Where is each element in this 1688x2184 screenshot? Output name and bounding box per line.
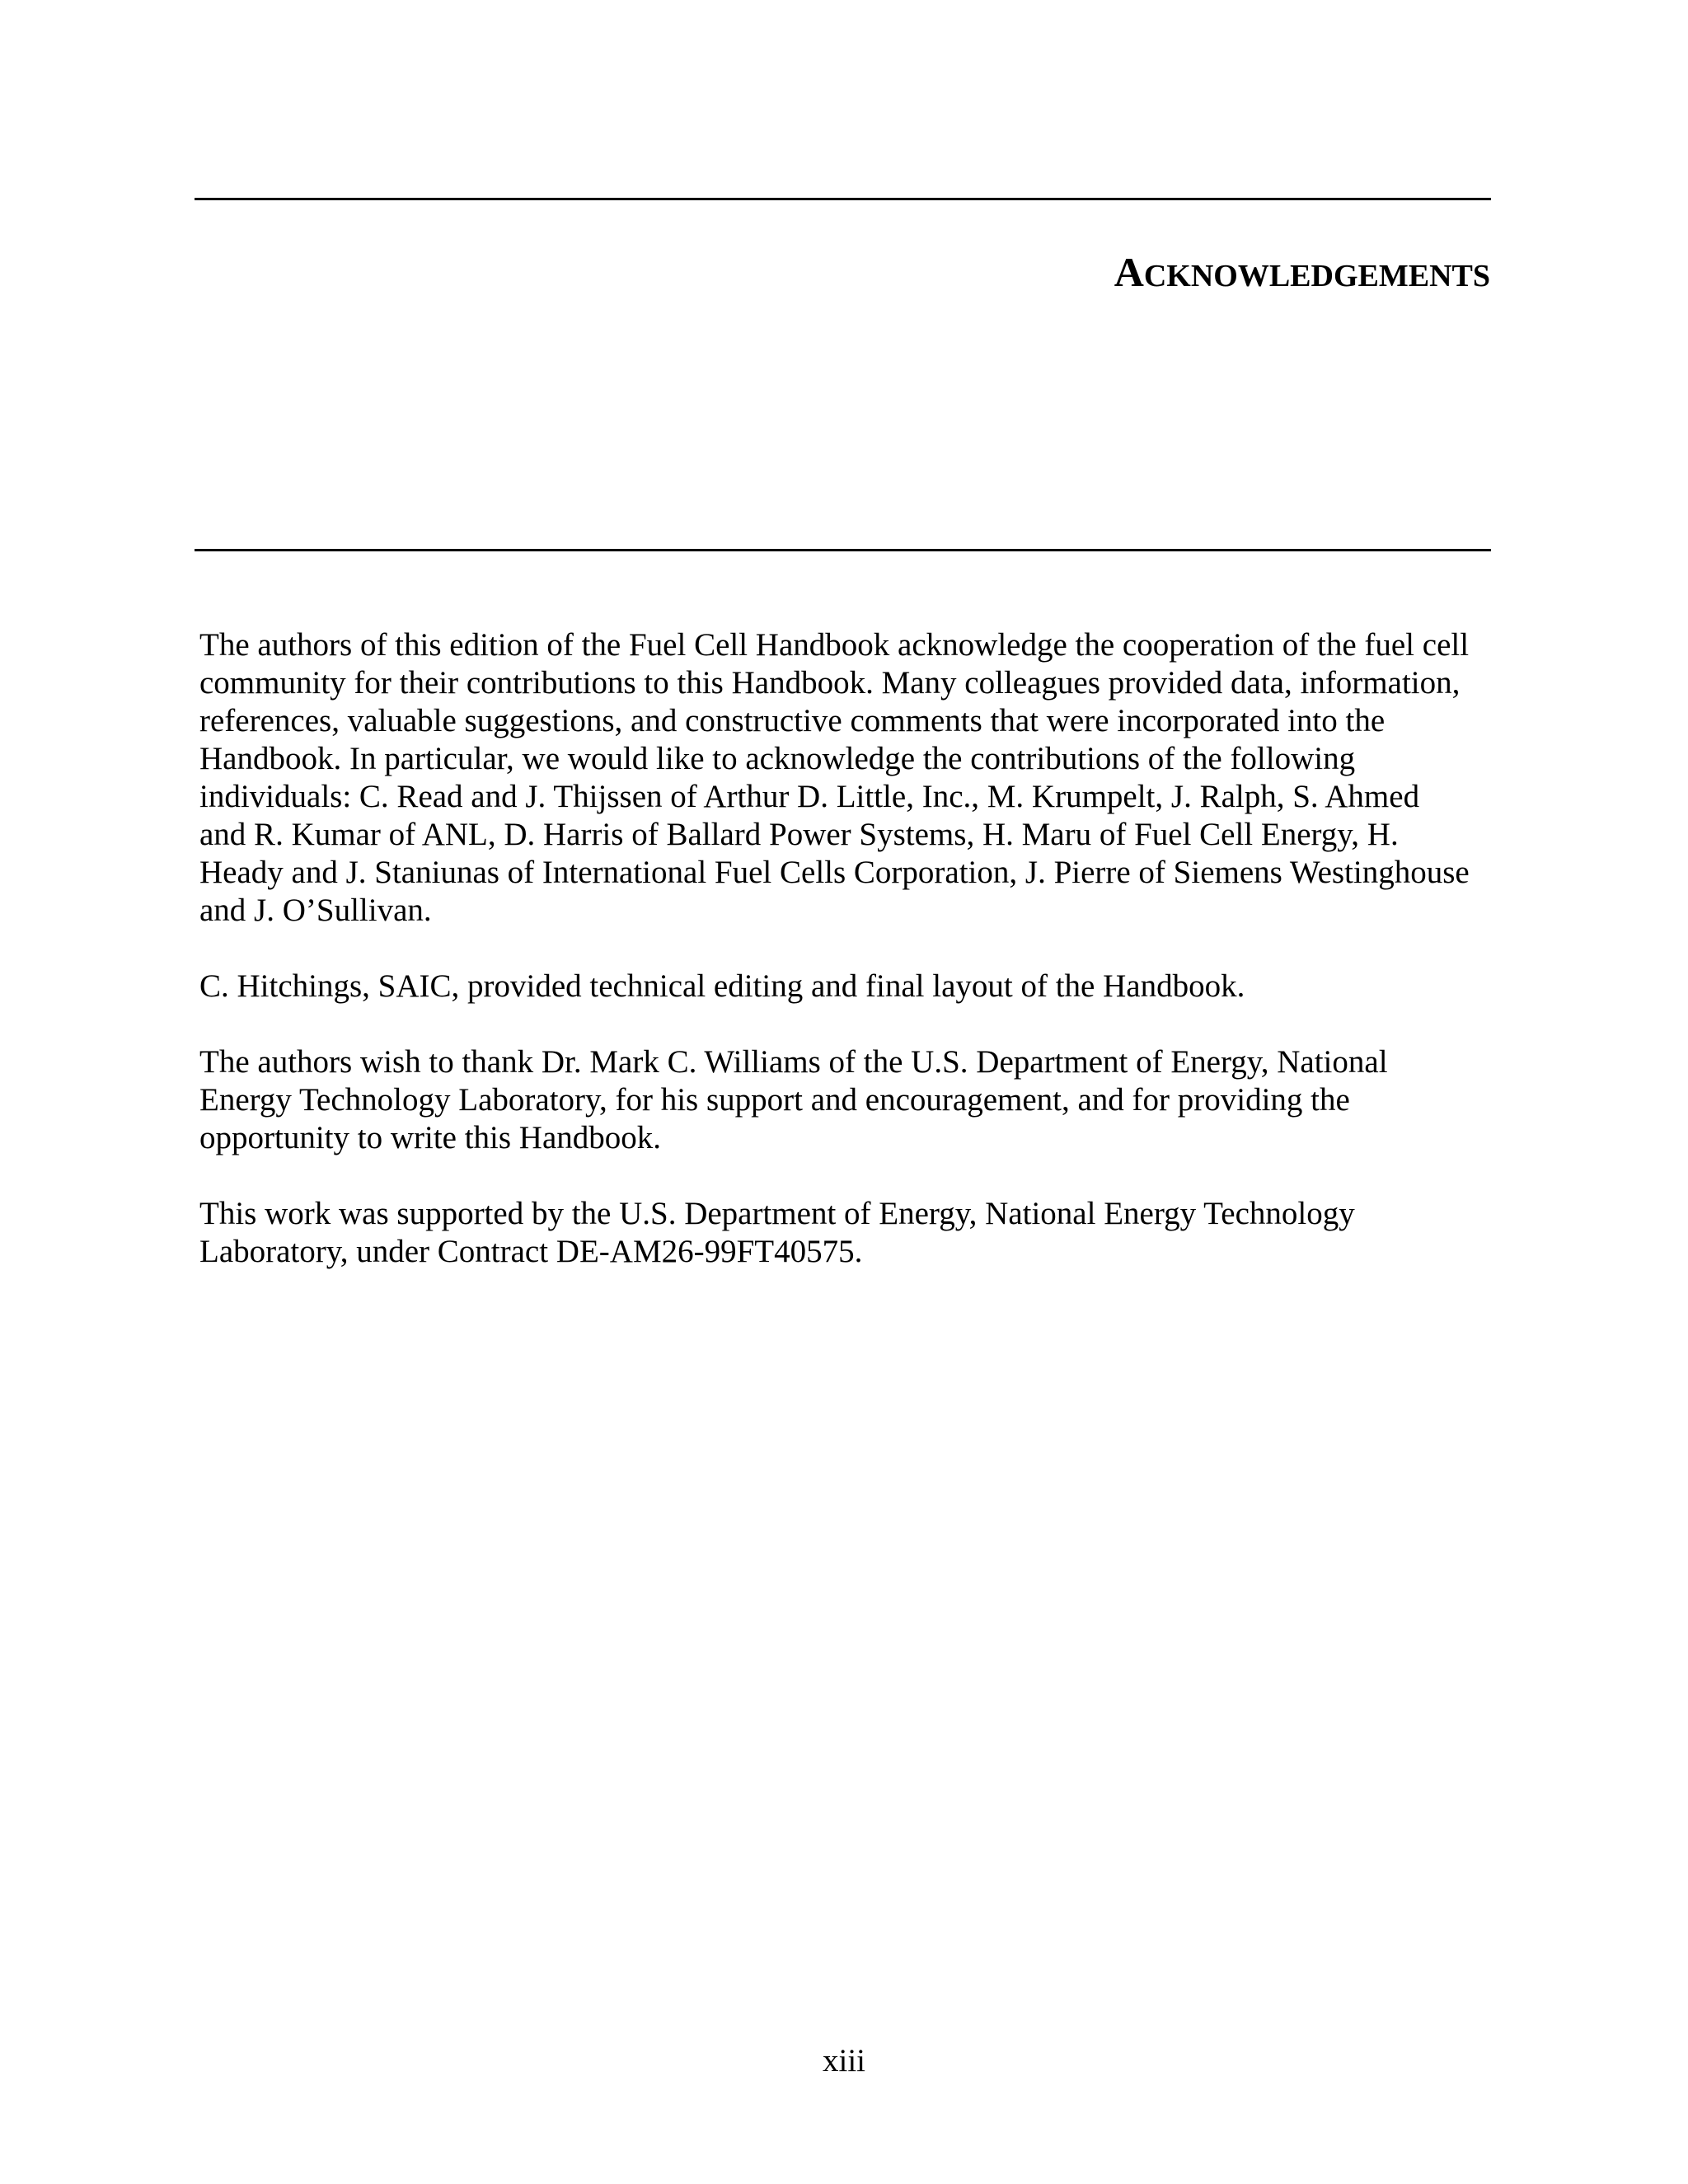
paragraph-funding — [199, 1195, 1518, 1271]
title-first-letter: A — [1114, 249, 1144, 295]
text-line: Heady and J. Staniunas of International Fuel Cells Corporation, J. Pierre of Siemens Westinghouse — [199, 855, 1470, 890]
text-line: Handbook. In particular, we would like to acknowledge the contributions of the following — [199, 741, 1356, 776]
acknowledgements-body — [199, 626, 1518, 1309]
text-line: This work was supported by the U.S. Department of Energy, National Energy Technology — [199, 1196, 1355, 1231]
bottom-rule — [195, 549, 1491, 551]
text-line: opportunity to write this Handbook. — [199, 1120, 662, 1155]
text-line: community for their contributions to this Handbook. Many colleagues provided data, information, — [199, 665, 1461, 701]
title-rest: CKNOWLEDGEMENTS — [1143, 259, 1490, 293]
text-line: individuals: C. Read and J. Thijssen of Arthur D. Little, Inc., M. Krumpelt, J. Ralph, S. Ahmed — [199, 779, 1420, 814]
text-line: and R. Kumar of ANL, D. Harris of Ballard Power Systems, H. Maru of Fuel Cell Energy, H. — [199, 817, 1399, 852]
page-number: xiii — [822, 2043, 865, 2079]
text-line: Energy Technology Laboratory, for his support and encouragement, and for providing the — [199, 1082, 1350, 1118]
text-line: The authors of this edition of the Fuel Cell Handbook acknowledge the cooperation of the fuel cell — [199, 627, 1470, 663]
top-rule — [195, 198, 1491, 200]
paragraph-editing — [199, 968, 1518, 1005]
text-line: Laboratory, under Contract DE-AM26-99FT40575. — [199, 1234, 863, 1269]
text-line: references, valuable suggestions, and constructive comments that were incorporated into the — [199, 703, 1386, 738]
text-line: and J. O’Sullivan. — [199, 893, 432, 928]
text-line: The authors wish to thank Dr. Mark C. Williams of the U.S. Department of Energy, National — [199, 1044, 1388, 1080]
paragraph-thanks — [199, 1043, 1518, 1157]
text-line: C. Hitchings, SAIC, provided technical editing and final layout of the Handbook. — [199, 968, 1245, 1004]
page-title — [1114, 247, 1490, 301]
paragraph-contributors — [199, 626, 1518, 930]
